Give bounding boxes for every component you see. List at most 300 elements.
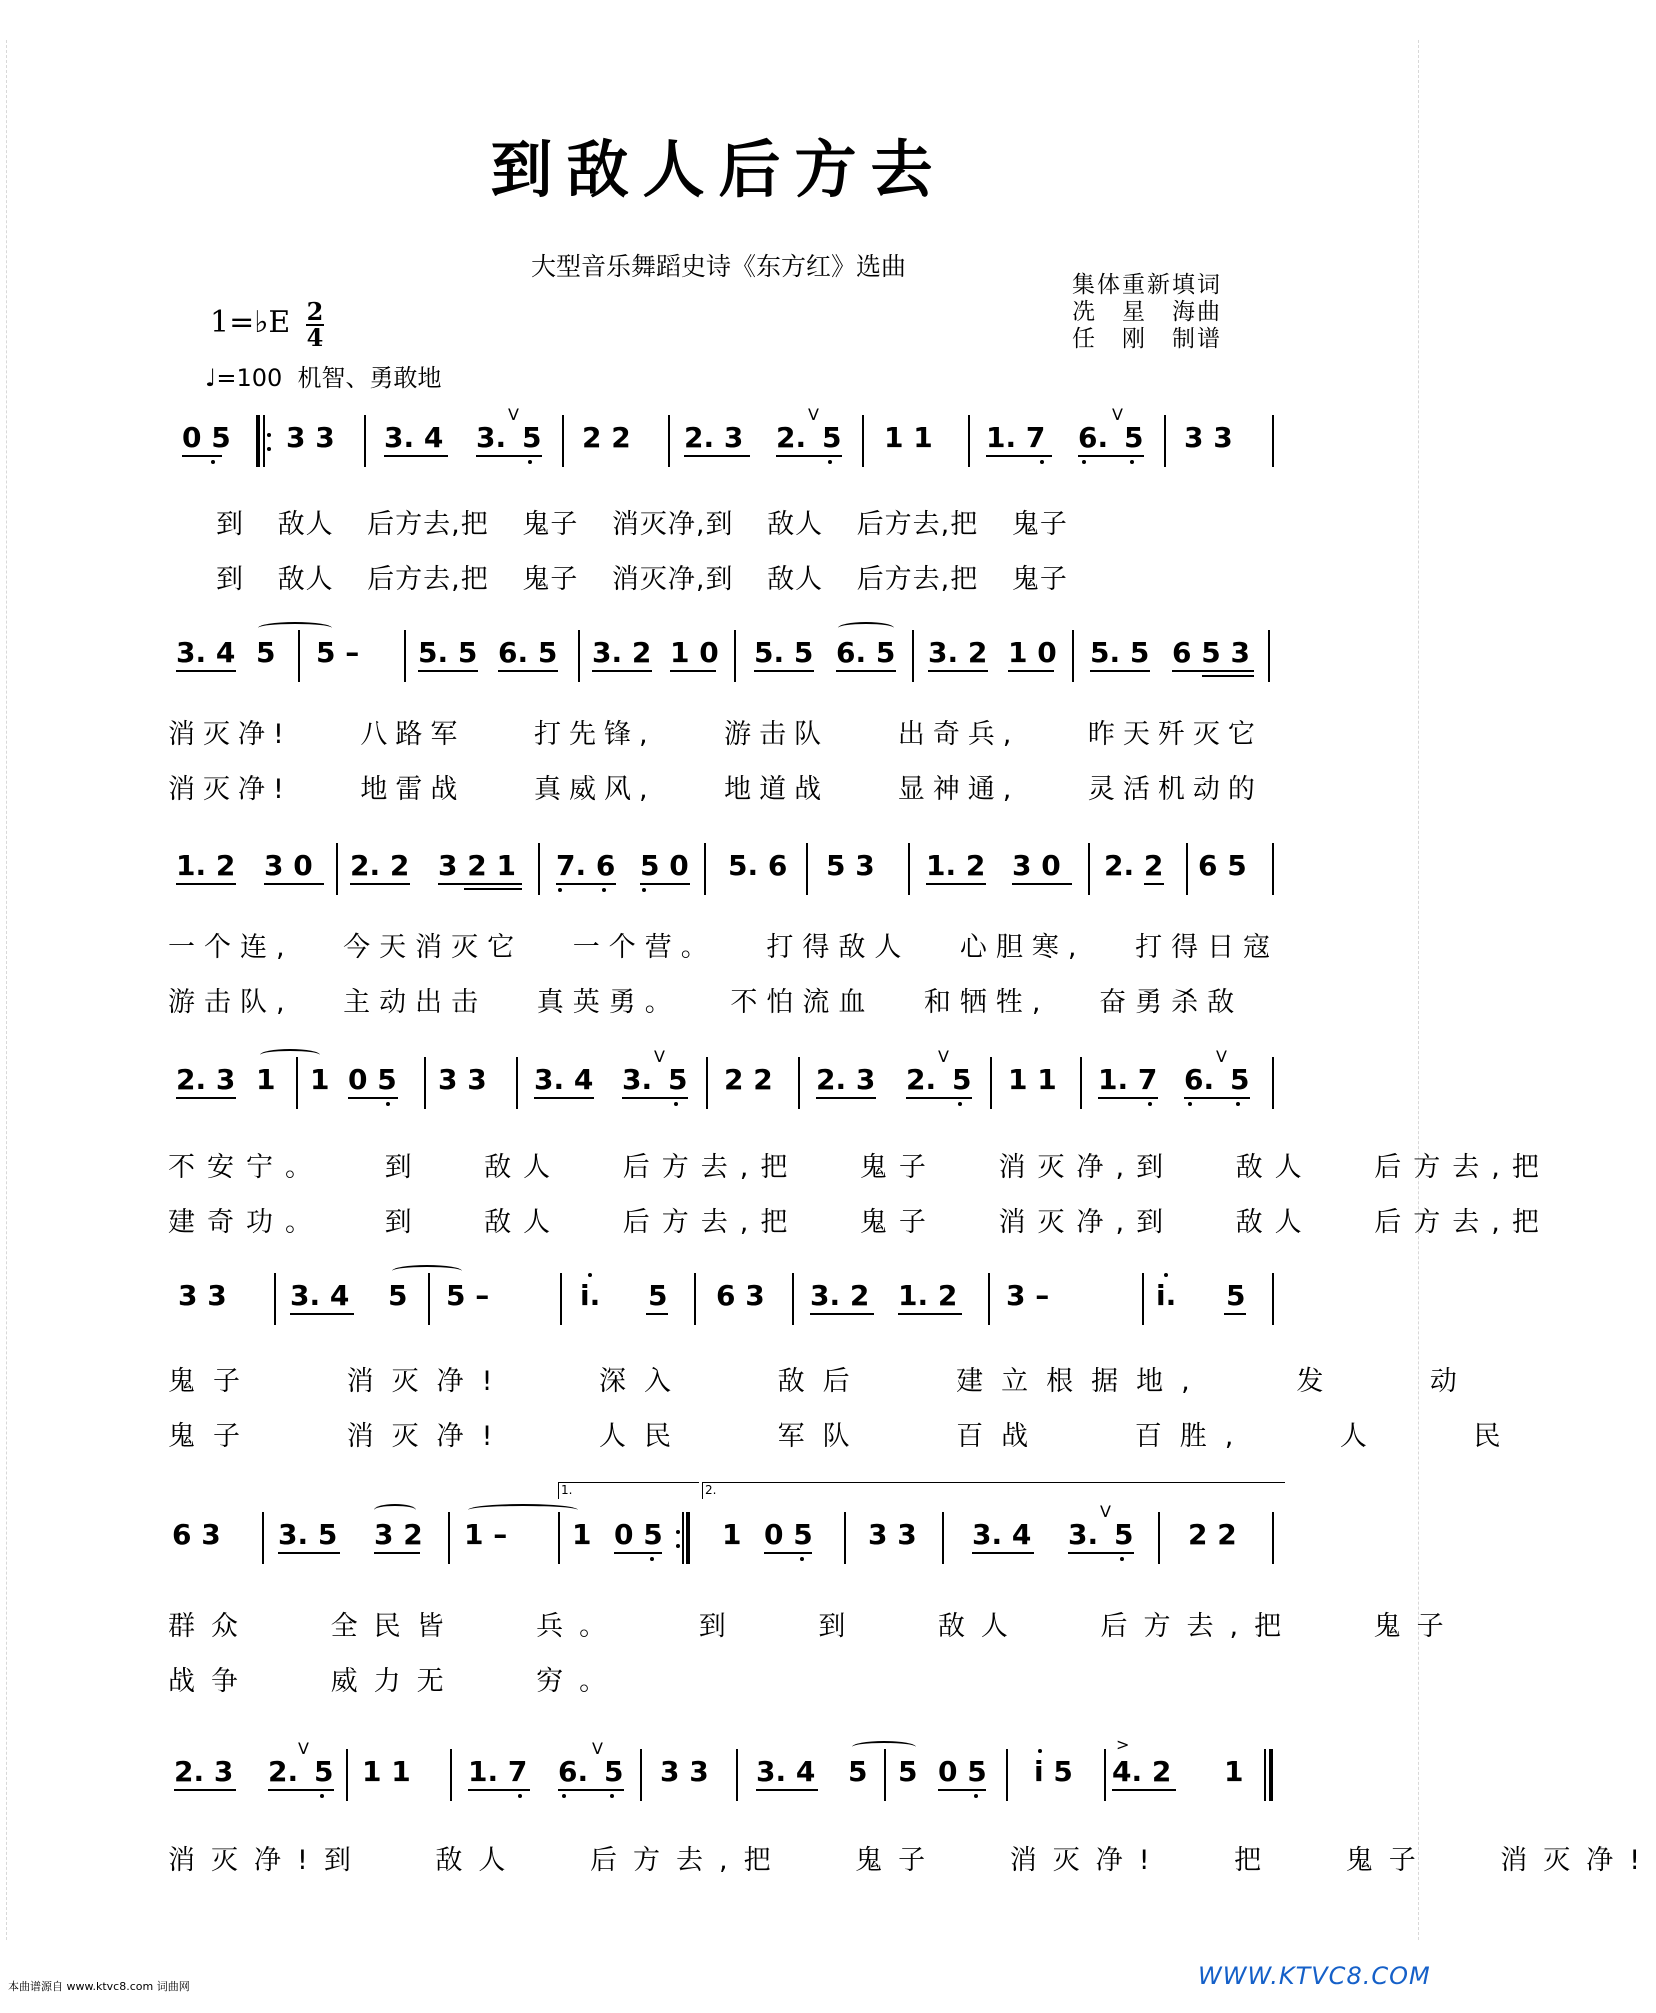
barline <box>558 1512 560 1564</box>
underline <box>1144 883 1164 885</box>
note-group: 5. 5 <box>1090 636 1150 669</box>
note-group: 3. 2 <box>592 636 652 669</box>
lyric-verse-1: 到 敌人 后方去,把 鬼子 消灭净,到 敌人 后方去,把 鬼子 <box>216 509 1068 540</box>
repeat-dot <box>676 1530 680 1534</box>
note-group: 1 1 <box>1008 1063 1057 1096</box>
note-group: 1 1 <box>884 421 933 454</box>
lyric-verse-2: 战争 威力无 穷。 <box>168 1666 623 1697</box>
note-group: 1 0 <box>1008 636 1057 669</box>
note-group: 1 1 <box>362 1755 411 1788</box>
note-group: 6 3 <box>172 1518 221 1551</box>
breath-mark-icon: V <box>654 1047 665 1066</box>
breath-mark-icon: V <box>508 405 519 424</box>
low-dot <box>1188 1102 1192 1106</box>
note-group: 1 0 <box>670 636 719 669</box>
song-title: 到敌人后方去 <box>490 133 947 206</box>
note-group: 5 <box>604 1755 624 1788</box>
underline <box>1202 675 1254 677</box>
underline <box>1098 1097 1158 1099</box>
tie-slur <box>392 1265 462 1277</box>
barline <box>1164 415 1166 467</box>
barline <box>942 1512 944 1564</box>
note-group: 6. <box>1184 1063 1215 1096</box>
note-group: 1 <box>572 1518 592 1551</box>
score-row-5 <box>0 1273 1519 1452</box>
underline <box>684 455 750 457</box>
underline <box>836 670 896 672</box>
note-group: 5. 5 <box>418 636 478 669</box>
thick-bar <box>256 415 260 467</box>
breath-mark-icon: V <box>592 1739 603 1758</box>
breath-mark-icon: V <box>1216 1047 1227 1066</box>
underline <box>816 1097 876 1099</box>
barline <box>704 843 706 895</box>
underline <box>534 1097 594 1099</box>
repeat-start-barline <box>256 415 270 467</box>
underline <box>926 883 986 885</box>
notation-line <box>168 843 1278 897</box>
barline <box>1088 843 1090 895</box>
note-group: 3. 4 <box>384 421 444 454</box>
low-dot <box>1130 460 1134 464</box>
thin-bar <box>263 415 265 467</box>
barline <box>336 843 338 895</box>
note-group: 7. 6 <box>556 849 616 882</box>
underline <box>384 455 448 457</box>
underline <box>972 1552 1034 1554</box>
underline <box>906 1097 972 1099</box>
barline <box>274 1273 276 1325</box>
underline <box>810 1313 874 1315</box>
note-group: 3 2 <box>374 1518 423 1551</box>
underline <box>670 670 716 672</box>
barline <box>428 1273 430 1325</box>
underline <box>176 1097 236 1099</box>
note-group: 5 <box>648 1279 668 1312</box>
underline <box>928 670 988 672</box>
underline <box>476 455 542 457</box>
low-dot <box>558 888 562 892</box>
slur <box>838 622 894 634</box>
lyric-verse-1: 鬼子 消灭净! 深入 敌后 建立根据地, 发 动 <box>168 1366 1475 1397</box>
note-group: 5. 5 <box>754 636 814 669</box>
time-bottom: 4 <box>306 323 324 352</box>
low-dot <box>974 1794 978 1798</box>
note-group: 3. 4 <box>176 636 236 669</box>
thin-bar <box>682 1512 684 1564</box>
note-group: 1 <box>1224 1755 1244 1788</box>
barline <box>516 1057 518 1109</box>
score-row-7 <box>0 1735 1656 1876</box>
repeat-end-barline <box>676 1512 690 1564</box>
underline <box>1184 1097 1250 1099</box>
notation-line <box>168 1273 1278 1327</box>
barline <box>990 1057 992 1109</box>
low-dot <box>602 888 606 892</box>
note-group: 0 5 <box>348 1063 397 1096</box>
note-group: 2 2 <box>724 1063 773 1096</box>
underline <box>622 1097 688 1099</box>
barline <box>640 1749 642 1801</box>
underline <box>640 883 690 885</box>
barline <box>668 415 670 467</box>
note-group: 4. 2 <box>1112 1755 1172 1788</box>
note-group: 0 5 <box>938 1755 987 1788</box>
note-group: 2. <box>776 421 807 454</box>
low-dot <box>800 1557 804 1561</box>
barline <box>404 630 406 682</box>
underline <box>174 1789 236 1791</box>
barline <box>1006 1749 1008 1801</box>
barline <box>578 630 580 682</box>
note-group: 2 2 <box>1188 1518 1237 1551</box>
low-dot <box>1082 460 1086 464</box>
lyric-verse-1: 不安宁。 到 敌人 后方去,把 鬼子 消灭净,到 敌人 后方去,把 <box>168 1152 1551 1183</box>
underline <box>418 670 478 672</box>
breath-mark-icon: V <box>1112 405 1123 424</box>
underline <box>1078 455 1144 457</box>
note-group: 5 <box>822 421 842 454</box>
low-dot <box>1040 460 1044 464</box>
source-note: 本曲谱源自 www.ktvc8.com 词曲网 <box>8 1980 190 1993</box>
right-margin-watermark <box>1418 40 1433 1940</box>
thin-bar <box>1264 1749 1266 1801</box>
underline <box>614 1552 662 1554</box>
note-group: 5 3 <box>826 849 875 882</box>
note-group: 3. 4 <box>534 1063 594 1096</box>
note-group: 1. 7 <box>468 1755 528 1788</box>
key-signature: 1=♭E <box>210 305 291 340</box>
note-group: 2 2 <box>582 421 631 454</box>
underline <box>278 1552 340 1554</box>
note-group: 6. 5 <box>498 636 558 669</box>
barline <box>798 1057 800 1109</box>
score-row-4 <box>0 1047 1551 1238</box>
note-group: 2. <box>268 1755 299 1788</box>
note-group: 3. <box>476 421 507 454</box>
underline <box>1012 883 1072 885</box>
thick-bar <box>1269 1749 1273 1801</box>
barline <box>538 843 540 895</box>
second-ending-bracket: 2. <box>702 1482 1285 1499</box>
note-group: 2. 3 <box>174 1755 234 1788</box>
note-group: 5 <box>1124 421 1144 454</box>
breath-mark-icon: V <box>298 1739 309 1758</box>
note-group: 6 5 3 <box>1172 636 1250 669</box>
barline <box>862 415 864 467</box>
tie-slur <box>468 1504 578 1516</box>
accent-icon: > <box>1116 1735 1130 1754</box>
note-group: 2. <box>906 1063 937 1096</box>
first-ending-bracket: 1. <box>558 1482 699 1499</box>
tempo-value: =100 <box>216 364 283 392</box>
note-group: 3. 4 <box>756 1755 816 1788</box>
note-group: 5 <box>1114 1518 1134 1551</box>
underline <box>290 1313 354 1315</box>
score-row-1 <box>0 405 1437 595</box>
barline <box>734 630 736 682</box>
barline <box>560 1273 562 1325</box>
note-group: 2. 3 <box>684 421 744 454</box>
barline <box>298 630 300 682</box>
note-group: 5 <box>388 1279 408 1312</box>
high-dot <box>588 1273 592 1277</box>
notation-line <box>168 1047 1278 1111</box>
barline <box>1158 1512 1160 1564</box>
note-group: 3 0 <box>1012 849 1061 882</box>
note-group: 3. <box>1068 1518 1099 1551</box>
underline <box>438 883 522 885</box>
underline <box>1068 1552 1134 1554</box>
note-group: 3 3 <box>438 1063 487 1096</box>
barline <box>912 630 914 682</box>
song-subtitle: 大型音乐舞蹈史诗《东方红》选曲 <box>530 252 906 281</box>
underline <box>264 883 324 885</box>
barline <box>1142 1273 1144 1325</box>
note-group: 1 – <box>464 1518 508 1551</box>
note-group: 0 5 <box>764 1518 813 1551</box>
repeat-dot <box>267 447 271 451</box>
underline <box>556 883 616 885</box>
barline <box>1272 1273 1274 1325</box>
notation-line <box>168 405 1278 469</box>
underline <box>374 1552 420 1554</box>
high-dot <box>1164 1273 1168 1277</box>
note-group: 5. 6 <box>728 849 788 882</box>
credit-composer: 冼 星 海曲 <box>1072 299 1222 325</box>
note-group: 2. 2 <box>1104 849 1164 882</box>
high-dot <box>1038 1749 1042 1753</box>
lyric-verse-1: 群众 全民皆 兵。 到 到 敌人 后方去,把 鬼子 <box>168 1611 1460 1642</box>
low-dot <box>562 1794 566 1798</box>
underline <box>646 1313 668 1315</box>
barline <box>450 1749 452 1801</box>
note-group: 3. 5 <box>278 1518 338 1551</box>
barline <box>562 415 564 467</box>
barline <box>1268 630 1270 682</box>
underline <box>558 1789 624 1791</box>
tempo-expression: 机智、勇敢地 <box>297 364 442 392</box>
barline <box>736 1749 738 1801</box>
underline <box>1172 670 1254 672</box>
note-group: i. <box>580 1279 601 1312</box>
barline <box>1080 1057 1082 1109</box>
note-group: 5 <box>256 636 276 669</box>
credits <box>1072 272 1222 353</box>
low-dot <box>1236 1102 1240 1106</box>
low-dot <box>610 1794 614 1798</box>
barline <box>706 1057 708 1109</box>
note-group: 1 <box>256 1063 276 1096</box>
breath-mark-icon: V <box>1100 1502 1111 1521</box>
left-margin-watermark <box>6 40 21 1940</box>
underline <box>268 1789 334 1791</box>
repeat-dot <box>267 433 271 437</box>
note-group: 5 0 <box>640 849 689 882</box>
time-top: 2 <box>306 297 324 326</box>
note-group: 1 <box>310 1063 330 1096</box>
note-group: 3 3 <box>1184 421 1233 454</box>
barline <box>1104 1749 1106 1801</box>
barline <box>1272 1057 1274 1109</box>
note-group: 3 0 <box>264 849 313 882</box>
note-group: 3 – <box>1006 1279 1050 1312</box>
lyric-verse-2: 建奇功。 到 敌人 后方去,把 鬼子 消灭净,到 敌人 后方去,把 <box>168 1207 1551 1238</box>
note-group: 3. 2 <box>928 636 988 669</box>
note-group: 3. 4 <box>972 1518 1032 1551</box>
low-dot <box>958 1102 962 1106</box>
final-barline <box>1264 1749 1274 1801</box>
underline <box>938 1789 986 1791</box>
underline <box>898 1313 962 1315</box>
note-group: 3. 4 <box>290 1279 350 1312</box>
low-dot <box>1120 1557 1124 1561</box>
lyric-verse-1: 消灭净! 八路军 打先锋, 游击队 出奇兵, 昨天歼灭它 <box>168 719 1263 750</box>
notation-line <box>168 1735 1278 1803</box>
note-group: 5 <box>898 1755 918 1788</box>
underline <box>756 1789 818 1791</box>
note-group: 5 <box>1226 1279 1246 1312</box>
barline <box>988 1273 990 1325</box>
underline <box>350 883 410 885</box>
barline <box>806 843 808 895</box>
underline <box>986 455 1052 457</box>
underline <box>592 670 652 672</box>
underline <box>176 670 236 672</box>
barline <box>968 415 970 467</box>
note-group: 5 <box>952 1063 972 1096</box>
breath-mark-icon: V <box>938 1047 949 1066</box>
note-group: 2. 3 <box>816 1063 876 1096</box>
low-dot <box>1148 1102 1152 1106</box>
score-row-3 <box>0 843 1437 1018</box>
note-group: 6. <box>1078 421 1109 454</box>
repeat-dot <box>676 1544 680 1548</box>
note-group: 0 5 <box>614 1518 663 1551</box>
note-group: i. <box>1156 1279 1177 1312</box>
barline <box>364 415 366 467</box>
underline <box>468 1789 530 1791</box>
note-group: 3 3 <box>178 1279 227 1312</box>
underline <box>754 670 814 672</box>
barline <box>1272 1512 1274 1564</box>
underline <box>1008 670 1054 672</box>
credit-arranger: 任 刚 制谱 <box>1072 326 1222 352</box>
notation-line <box>168 630 1278 684</box>
note-group: 5 <box>314 1755 334 1788</box>
barline <box>1272 415 1274 467</box>
score-row-2 <box>0 630 1437 805</box>
note-group: 3 3 <box>286 421 335 454</box>
underline <box>1224 1313 1246 1315</box>
underline <box>348 1097 398 1099</box>
note-group: 1. 7 <box>1098 1063 1158 1096</box>
barline <box>346 1749 348 1801</box>
note-group: 6 5 <box>1198 849 1247 882</box>
barline <box>792 1273 794 1325</box>
barline <box>262 1512 264 1564</box>
low-dot <box>828 460 832 464</box>
underline <box>1090 670 1150 672</box>
slur <box>374 1504 416 1516</box>
notation-line <box>168 1502 1278 1566</box>
note-group: 6. 5 <box>836 636 896 669</box>
tempo-marking <box>205 358 442 393</box>
low-dot <box>528 460 532 464</box>
note-group: 1. 2 <box>176 849 236 882</box>
underline <box>182 455 222 457</box>
note-group: 6. <box>558 1755 589 1788</box>
lyric-verse-2: 到 敌人 后方去,把 鬼子 消灭净,到 敌人 后方去,把 鬼子 <box>216 564 1068 595</box>
lyric-verse-2: 鬼子 消灭净! 人民 军队 百战 百胜, 人 民 <box>168 1421 1519 1452</box>
underline <box>498 670 558 672</box>
tie-slur <box>260 1049 320 1061</box>
note-group: 5 – <box>446 1279 490 1312</box>
note-group: 2. 3 <box>176 1063 236 1096</box>
barline <box>908 843 910 895</box>
note-group: 2. 2 <box>350 849 410 882</box>
low-dot <box>211 460 215 464</box>
note-group: 0 5 <box>182 421 231 454</box>
barline <box>884 1749 886 1801</box>
note-group: 5 <box>522 421 542 454</box>
score-row-6 <box>0 1483 1460 1697</box>
time-signature <box>306 297 324 352</box>
low-dot <box>674 1102 678 1106</box>
underline <box>464 888 522 890</box>
barline <box>1272 843 1274 895</box>
note-group: i 5 <box>1034 1755 1073 1788</box>
barline <box>844 1512 846 1564</box>
barline <box>296 1057 298 1109</box>
note-group: 1. 7 <box>986 421 1046 454</box>
breath-mark-icon: V <box>808 405 819 424</box>
barline <box>424 1057 426 1109</box>
lyric-verse-2: 消灭净! 地雷战 真威风, 地道战 显神通, 灵活机动的 <box>168 774 1263 805</box>
note-group: 3 3 <box>868 1518 917 1551</box>
thick-bar <box>686 1512 690 1564</box>
site-logo: WWW.KTVC8.COM <box>1198 1962 1431 1990</box>
credit-lyrics: 集体重新填词 <box>1072 272 1222 298</box>
quarter-note-icon: ♩ <box>205 364 217 392</box>
note-group: 3. 2 <box>810 1279 870 1312</box>
lyric-verse-2: 游击队, 主动出击 真英勇。 不怕流血 和牺牲, 奋勇杀敌 <box>168 987 1244 1018</box>
note-group: 1. 2 <box>926 849 986 882</box>
tie-slur <box>258 622 332 634</box>
low-dot <box>518 1794 522 1798</box>
underline <box>176 883 236 885</box>
lyric-verse-1: 一个连, 今天消灭它 一个营。 打得敌人 心胆寒, 打得日寇 <box>168 932 1280 963</box>
note-group: 5 – <box>316 636 360 669</box>
note-group: 5 <box>1230 1063 1250 1096</box>
low-dot <box>320 1794 324 1798</box>
underline <box>1112 1789 1176 1791</box>
underline <box>776 455 842 457</box>
barline <box>448 1512 450 1564</box>
underline <box>764 1552 812 1554</box>
low-dot <box>642 888 646 892</box>
note-group: 3 2 1 <box>438 849 516 882</box>
note-group: 5 <box>668 1063 688 1096</box>
barline <box>694 1273 696 1325</box>
low-dot <box>650 1557 654 1561</box>
lyric-verse-1: 消灭净!到 敌人 后方去,把 鬼子 消灭净! 把 鬼子 消灭净! <box>168 1845 1656 1876</box>
note-group: 3. <box>622 1063 653 1096</box>
note-group: 1. 2 <box>898 1279 958 1312</box>
note-group: 1 <box>722 1518 742 1551</box>
barline <box>1186 843 1188 895</box>
barline <box>1072 630 1074 682</box>
